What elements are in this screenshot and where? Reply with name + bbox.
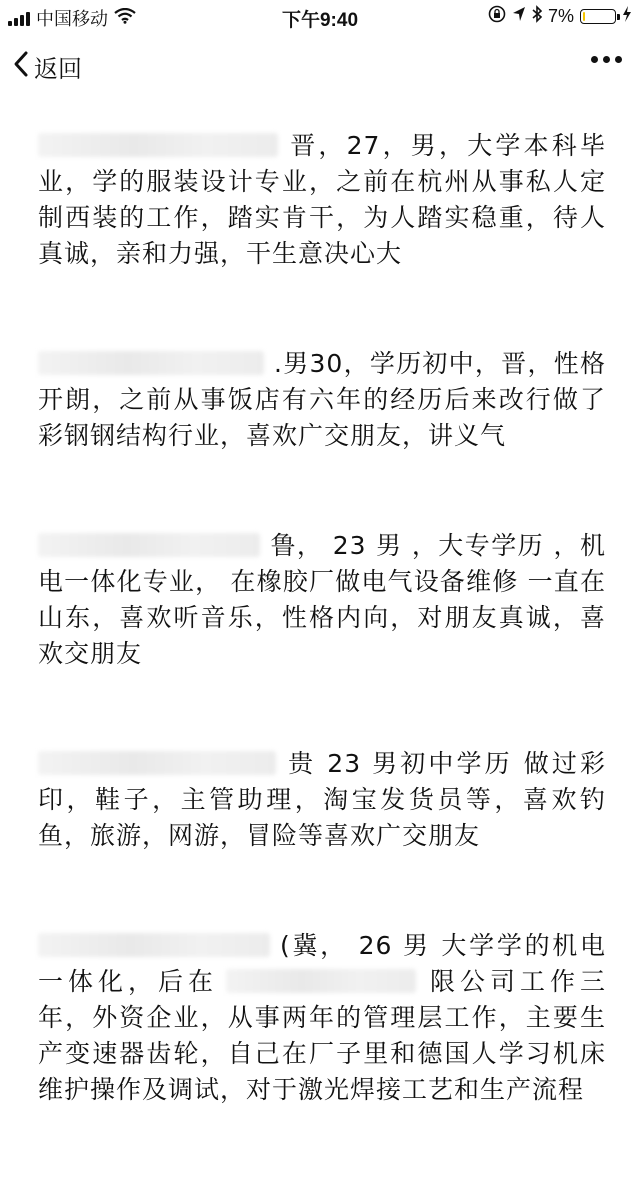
battery-icon xyxy=(580,9,616,24)
nav-bar xyxy=(0,34,640,100)
entry-text-part2: 限公司工作三年，外资企业，从事两年的管理层工作，主要生产变速器齿轮，自己在厂子里和德国人学习机床维护操作及调试，对于激光焊接工艺和生产流程 xyxy=(38,967,606,1104)
redacted-text xyxy=(38,533,260,557)
profile-entry xyxy=(38,746,606,854)
entry-text: 贵 23 男初中学历 做过彩印，鞋子，主管助理，淘宝发货员等，喜欢钓鱼，旅游，网游，冒险等喜欢广交朋友 xyxy=(38,749,606,850)
location-icon xyxy=(512,6,526,27)
profile-entry xyxy=(38,928,606,1108)
more-dots-icon[interactable] xyxy=(591,56,622,63)
status-right xyxy=(488,5,632,28)
entry-text: 鲁， 23 男 ，大专学历 ，机电一体化专业， 在橡胶厂做电气设备维修 一直在山东，喜欢听音乐，性格内向，对朋友真诚，喜欢交朋友 xyxy=(38,531,606,668)
charging-icon xyxy=(622,6,632,27)
status-time: 下午9:40 xyxy=(281,10,359,31)
entry-text: 晋，27，男，大学本科毕业，学的服装设计专业，之前在杭州从事私人定制西装的工作，踏实肯干，为人踏实稳重，待人真诚，亲和力强，干生意决心大 xyxy=(38,131,606,268)
profile-entry xyxy=(38,346,606,454)
profile-entry xyxy=(38,528,606,672)
redacted-text xyxy=(38,751,276,775)
entry-text-part1: (冀， 26 男 大学学的机电一体化，后在 xyxy=(38,931,606,996)
profile-entry xyxy=(38,128,606,272)
article-content xyxy=(38,128,606,1182)
battery-level xyxy=(583,12,585,21)
redacted-text xyxy=(38,933,270,957)
entry-text: .男30，学历初中，晋，性格开朗，之前从事饭店有六年的经历后来改行做了彩钢钢结构行业，喜欢广交朋友，讲义气 xyxy=(38,349,606,450)
status-bar xyxy=(0,0,640,34)
rotation-lock-icon xyxy=(488,5,506,28)
carrier-label: 中国移动 xyxy=(36,9,108,29)
chevron-left-icon xyxy=(12,50,30,84)
bluetooth-icon xyxy=(532,5,542,28)
redacted-text xyxy=(38,133,278,157)
back-button[interactable] xyxy=(12,49,82,84)
redacted-text xyxy=(38,351,264,375)
back-label: 返回 xyxy=(34,55,82,83)
battery-percent: 7% xyxy=(547,6,574,26)
redacted-text xyxy=(226,969,416,993)
